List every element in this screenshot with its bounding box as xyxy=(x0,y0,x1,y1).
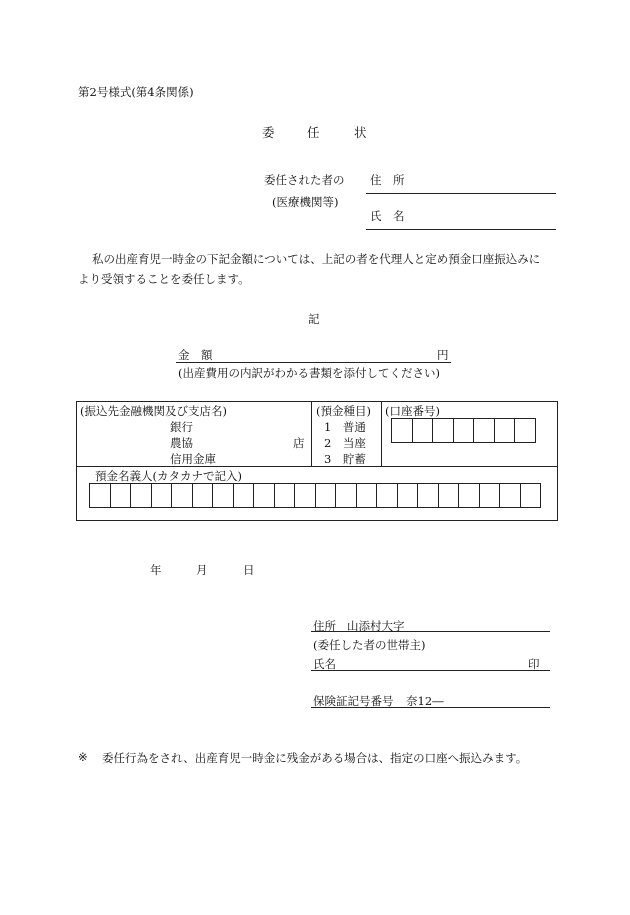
proxy-name-line[interactable] xyxy=(366,229,556,230)
account-number-header: (口座番号) xyxy=(385,404,440,418)
holder-name-cell[interactable] xyxy=(89,483,111,508)
holder-name-cell[interactable] xyxy=(233,483,255,508)
holder-name-cell[interactable] xyxy=(315,483,337,508)
account-number-cell[interactable] xyxy=(514,418,536,443)
account-type-chochiku[interactable]: 3 貯蓄 xyxy=(324,452,366,466)
proxy-address-line[interactable] xyxy=(366,193,556,194)
form-number: 第2号様式(第4条関係) xyxy=(78,85,194,99)
holder-name-cell[interactable] xyxy=(499,483,521,508)
holder-header: 預金名義人(カタカナで記入) xyxy=(95,469,242,483)
account-number-cells[interactable] xyxy=(391,418,535,443)
title-char-1: 委 xyxy=(262,125,275,140)
institution-type-shinkin[interactable]: 信用金庫 xyxy=(170,452,216,466)
institution-header: (振込先金融機関及び支店名) xyxy=(80,404,227,418)
holder-name-cell[interactable] xyxy=(171,483,193,508)
ki-label: 記 xyxy=(308,312,320,326)
proxy-address-label: 住 所 xyxy=(370,173,405,187)
account-type-header: (預金種目) xyxy=(316,404,371,418)
body-text-line-1: 私の出産育児一時金の下記金額については、上記の者を代理人と定め預金口座振込みに xyxy=(92,252,541,266)
insurance-value[interactable]: 奈12― xyxy=(406,694,444,708)
delegator-address-label: 住所 xyxy=(313,619,336,633)
holder-name-cell[interactable] xyxy=(479,483,501,508)
delegator-address-value[interactable]: 山添村大字 xyxy=(347,619,405,633)
holder-name-cell[interactable] xyxy=(253,483,275,508)
account-number-cell[interactable] xyxy=(432,418,454,443)
date-day-label: 日 xyxy=(243,563,255,577)
holder-name-cell[interactable] xyxy=(458,483,480,508)
bank-col-divider-2 xyxy=(381,401,382,466)
delegator-relation: (委任した者の世帯主) xyxy=(313,638,426,652)
institution-type-bank[interactable]: 銀行 xyxy=(170,420,193,434)
proxy-label: 委任された者の xyxy=(264,173,345,187)
holder-name-cell[interactable] xyxy=(274,483,296,508)
delegator-name-line[interactable] xyxy=(311,670,550,671)
account-type-futsu[interactable]: 1 普通 xyxy=(324,420,366,434)
holder-name-cell[interactable] xyxy=(417,483,439,508)
title-char-2: 任 xyxy=(307,125,320,140)
delegator-address-line xyxy=(311,631,550,632)
holder-name-cell[interactable] xyxy=(335,483,357,508)
holder-name-cell[interactable] xyxy=(110,483,132,508)
date-year-label: 年 xyxy=(150,563,162,577)
branch-suffix: 店 xyxy=(293,436,305,450)
holder-name-cell[interactable] xyxy=(356,483,378,508)
delegator-name-label: 氏名 xyxy=(313,657,336,671)
date-month-label: 月 xyxy=(196,563,208,577)
amount-unit: 円 xyxy=(437,348,449,362)
account-number-cell[interactable] xyxy=(473,418,495,443)
proxy-label-sub: (医療機関等) xyxy=(272,195,339,209)
holder-name-cell[interactable] xyxy=(212,483,234,508)
footnote-text: 委任行為をされ、出産育児一時金に残金がある場合は、指定の口座へ振込みます。 xyxy=(102,751,528,765)
account-number-cell[interactable] xyxy=(412,418,434,443)
account-number-cell[interactable] xyxy=(494,418,516,443)
holder-name-cell[interactable] xyxy=(520,483,542,508)
footnote-mark: ※ xyxy=(78,750,88,764)
amount-note: (出産費用の内訳がわかる書類を添付してください) xyxy=(178,366,440,380)
proxy-name-label: 氏 名 xyxy=(370,209,405,223)
holder-name-cell[interactable] xyxy=(192,483,214,508)
seal-mark: 印 xyxy=(528,657,540,671)
holder-name-cells[interactable] xyxy=(89,483,540,508)
bank-table-divider xyxy=(76,466,558,467)
holder-name-cell[interactable] xyxy=(151,483,173,508)
holder-name-cell[interactable] xyxy=(130,483,152,508)
account-number-cell[interactable] xyxy=(391,418,413,443)
account-number-cell[interactable] xyxy=(453,418,475,443)
insurance-line xyxy=(311,707,550,708)
institution-type-nokyo[interactable]: 農協 xyxy=(170,436,193,450)
holder-name-cell[interactable] xyxy=(438,483,460,508)
holder-name-cell[interactable] xyxy=(294,483,316,508)
insurance-label: 保険証記号番号 xyxy=(313,694,394,708)
title-char-3: 状 xyxy=(354,125,367,140)
body-text-line-2: より受領することを委任します。 xyxy=(78,272,250,286)
bank-col-divider-1 xyxy=(311,401,312,466)
account-type-toza[interactable]: 2 当座 xyxy=(324,436,366,450)
holder-name-cell[interactable] xyxy=(376,483,398,508)
amount-line[interactable] xyxy=(176,362,451,363)
amount-label: 金 額 xyxy=(178,348,213,362)
holder-name-cell[interactable] xyxy=(397,483,419,508)
